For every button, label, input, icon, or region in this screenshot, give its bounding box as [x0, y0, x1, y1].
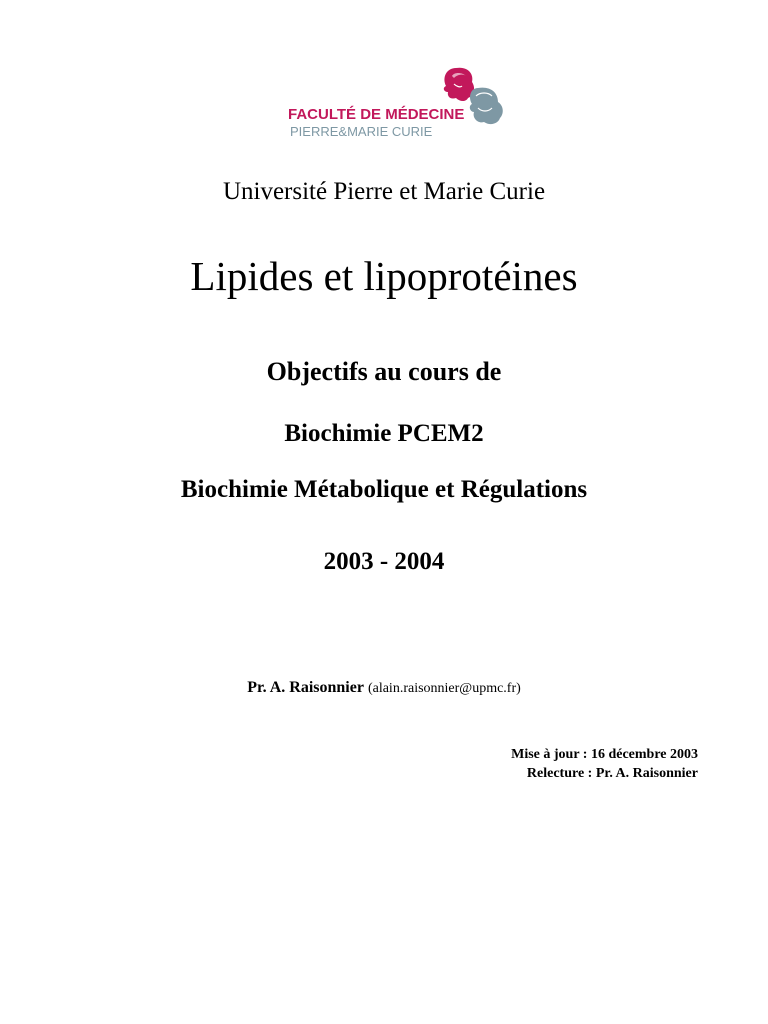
- objectives-heading: Objectifs au cours de: [266, 357, 502, 386]
- update-date: Mise à jour : 16 décembre 2003: [511, 747, 698, 762]
- logo-faculty-text: FACULTÉ DE MÉDECINE: [288, 106, 465, 123]
- document-meta: [511, 745, 698, 783]
- faculty-logo: [288, 62, 508, 144]
- university-name: Université Pierre et Marie Curie: [222, 178, 546, 205]
- author-name: Pr. A. Raisonnier: [247, 679, 364, 696]
- course-name: Biochimie PCEM2: [284, 420, 484, 447]
- course-subject: Biochimie Métabolique et Régulations: [180, 476, 588, 503]
- academic-years: 2003 - 2004: [323, 548, 445, 575]
- author-email: (alain.raisonnier@upmc.fr): [367, 681, 521, 696]
- document-title: Lipides et lipoprotéines: [190, 253, 578, 299]
- logo-university-text: PIERRE&MARIE CURIE: [290, 124, 433, 139]
- author-line: [0, 679, 768, 697]
- review-credit: Relecture : Pr. A. Raisonnier: [526, 766, 698, 781]
